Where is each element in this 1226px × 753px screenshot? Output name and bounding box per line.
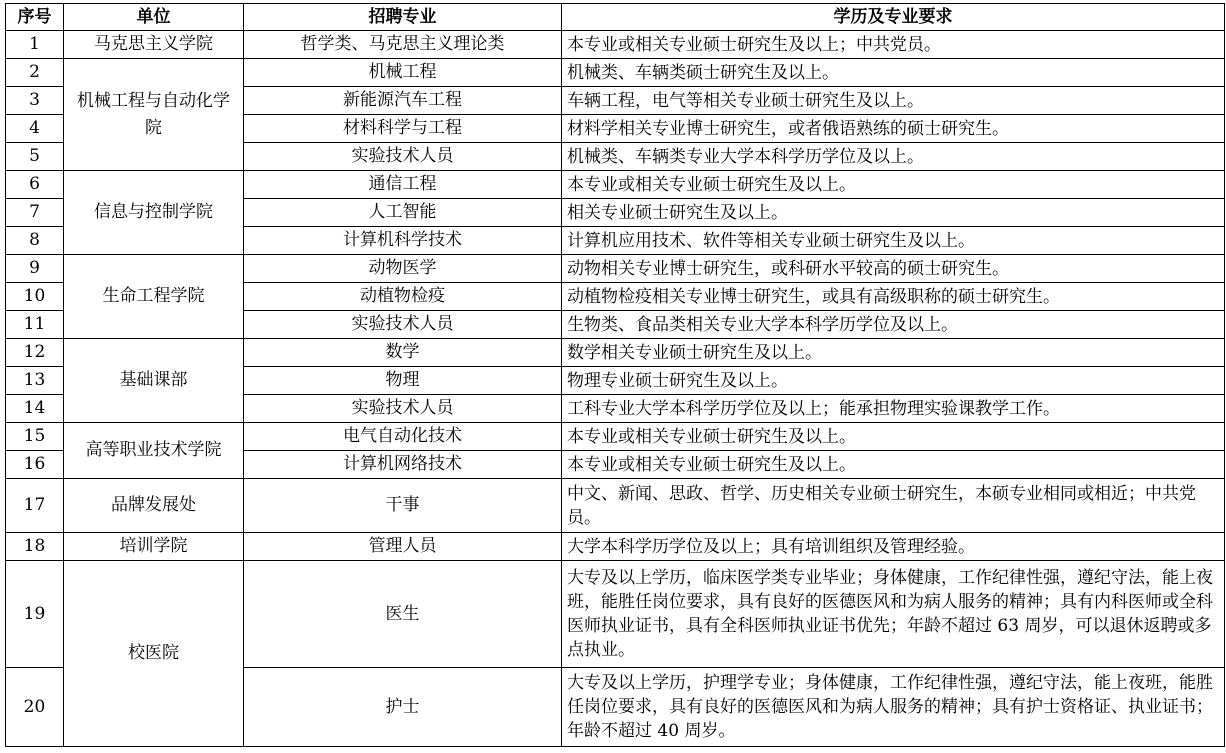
requirement-cell: 本专业或相关专业硕士研究生及以上。	[562, 451, 1225, 479]
requirement-cell: 材料学相关专业博士研究生，或者俄语熟练的硕士研究生。	[562, 115, 1225, 143]
unit-cell: 高等职业技术学院	[64, 423, 244, 479]
major-cell: 数学	[244, 339, 562, 367]
row-number: 13	[6, 367, 64, 395]
table-row	[6, 255, 1225, 283]
row-number: 16	[6, 451, 64, 479]
unit-cell: 马克思主义学院	[64, 31, 244, 59]
major-cell: 动植物检疫	[244, 283, 562, 311]
requirement-cell: 本专业或相关专业硕士研究生及以上。	[562, 423, 1225, 451]
major-cell: 人工智能	[244, 199, 562, 227]
row-number: 2	[6, 59, 64, 87]
requirement-cell: 大专及以上学历，护理学专业；身体健康，工作纪律性强，遵纪守法，能上夜班，能胜任岗位要求，具有良好的医德医风和为病人服务的精神；具有护士资格证、执业证书；年龄不超过 40 周岁。	[562, 668, 1225, 747]
major-cell: 实验技术人员	[244, 311, 562, 339]
row-number: 11	[6, 311, 64, 339]
table-row	[6, 561, 1225, 668]
unit-cell: 信息与控制学院	[64, 171, 244, 255]
major-cell: 动物医学	[244, 255, 562, 283]
unit-cell: 生命工程学院	[64, 255, 244, 339]
row-number: 3	[6, 87, 64, 115]
requirement-cell: 中文、新闻、思政、哲学、历史相关专业硕士研究生，本硕专业相同或相近；中共党员。	[562, 479, 1225, 533]
row-number: 10	[6, 283, 64, 311]
header-unit: 单位	[64, 4, 244, 31]
major-cell: 护士	[244, 668, 562, 747]
major-cell: 机械工程	[244, 59, 562, 87]
unit-cell: 机械工程与自动化学院	[64, 59, 244, 171]
row-number: 18	[6, 533, 64, 561]
table-row	[6, 339, 1225, 367]
major-cell: 哲学类、马克思主义理论类	[244, 31, 562, 59]
row-number: 6	[6, 171, 64, 199]
unit-cell: 品牌发展处	[64, 479, 244, 533]
major-cell: 计算机科学技术	[244, 227, 562, 255]
requirement-cell: 动植物检疫相关专业博士研究生，或具有高级职称的硕士研究生。	[562, 283, 1225, 311]
row-number: 8	[6, 227, 64, 255]
row-number: 20	[6, 668, 64, 747]
requirement-cell: 机械类、车辆类专业大学本科学历学位及以上。	[562, 143, 1225, 171]
table-row	[6, 423, 1225, 451]
recruitment-table	[5, 3, 1225, 747]
table-header-row	[6, 4, 1225, 31]
table-row	[6, 171, 1225, 199]
major-cell: 材料科学与工程	[244, 115, 562, 143]
requirement-cell: 数学相关专业硕士研究生及以上。	[562, 339, 1225, 367]
table-row	[6, 31, 1225, 59]
row-number: 12	[6, 339, 64, 367]
unit-cell: 基础课部	[64, 339, 244, 423]
table-row	[6, 59, 1225, 87]
major-cell: 管理人员	[244, 533, 562, 561]
row-number: 7	[6, 199, 64, 227]
major-cell: 电气自动化技术	[244, 423, 562, 451]
row-number: 4	[6, 115, 64, 143]
major-cell: 医生	[244, 561, 562, 668]
major-cell: 物理	[244, 367, 562, 395]
major-cell: 干事	[244, 479, 562, 533]
table-row	[6, 479, 1225, 533]
requirement-cell: 机械类、车辆类硕士研究生及以上。	[562, 59, 1225, 87]
major-cell: 实验技术人员	[244, 143, 562, 171]
requirement-cell: 物理专业硕士研究生及以上。	[562, 367, 1225, 395]
requirement-cell: 车辆工程，电气等相关专业硕士研究生及以上。	[562, 87, 1225, 115]
header-requirement: 学历及专业要求	[562, 4, 1225, 31]
requirement-cell: 本专业或相关专业硕士研究生及以上。	[562, 171, 1225, 199]
requirement-cell: 大学本科学历学位及以上；具有培训组织及管理经验。	[562, 533, 1225, 561]
major-cell: 计算机网络技术	[244, 451, 562, 479]
row-number: 19	[6, 561, 64, 668]
table-row	[6, 533, 1225, 561]
requirement-cell: 大专及以上学历，临床医学类专业毕业；身体健康，工作纪律性强，遵纪守法，能上夜班，能胜任岗位要求，具有良好的医德医风和为病人服务的精神；具有内科医师或全科医师执业证书，具有全科医师执业证书优先；年龄不超过 63 周岁，可以退休返聘或多点执业。	[562, 561, 1225, 668]
requirement-cell: 生物类、食品类相关专业大学本科学历学位及以上。	[562, 311, 1225, 339]
requirement-cell: 计算机应用技术、软件等相关专业硕士研究生及以上。	[562, 227, 1225, 255]
row-number: 17	[6, 479, 64, 533]
row-number: 5	[6, 143, 64, 171]
requirement-cell: 本专业或相关专业硕士研究生及以上；中共党员。	[562, 31, 1225, 59]
major-cell: 通信工程	[244, 171, 562, 199]
requirement-cell: 相关专业硕士研究生及以上。	[562, 199, 1225, 227]
header-major: 招聘专业	[244, 4, 562, 31]
unit-cell: 培训学院	[64, 533, 244, 561]
row-number: 15	[6, 423, 64, 451]
row-number: 9	[6, 255, 64, 283]
requirement-cell: 工科专业大学本科学历学位及以上；能承担物理实验课教学工作。	[562, 395, 1225, 423]
unit-cell: 校医院	[64, 561, 244, 747]
requirement-cell: 动物相关专业博士研究生，或科研水平较高的硕士研究生。	[562, 255, 1225, 283]
major-cell: 新能源汽车工程	[244, 87, 562, 115]
row-number: 14	[6, 395, 64, 423]
major-cell: 实验技术人员	[244, 395, 562, 423]
row-number: 1	[6, 31, 64, 59]
header-no: 序号	[6, 4, 64, 31]
